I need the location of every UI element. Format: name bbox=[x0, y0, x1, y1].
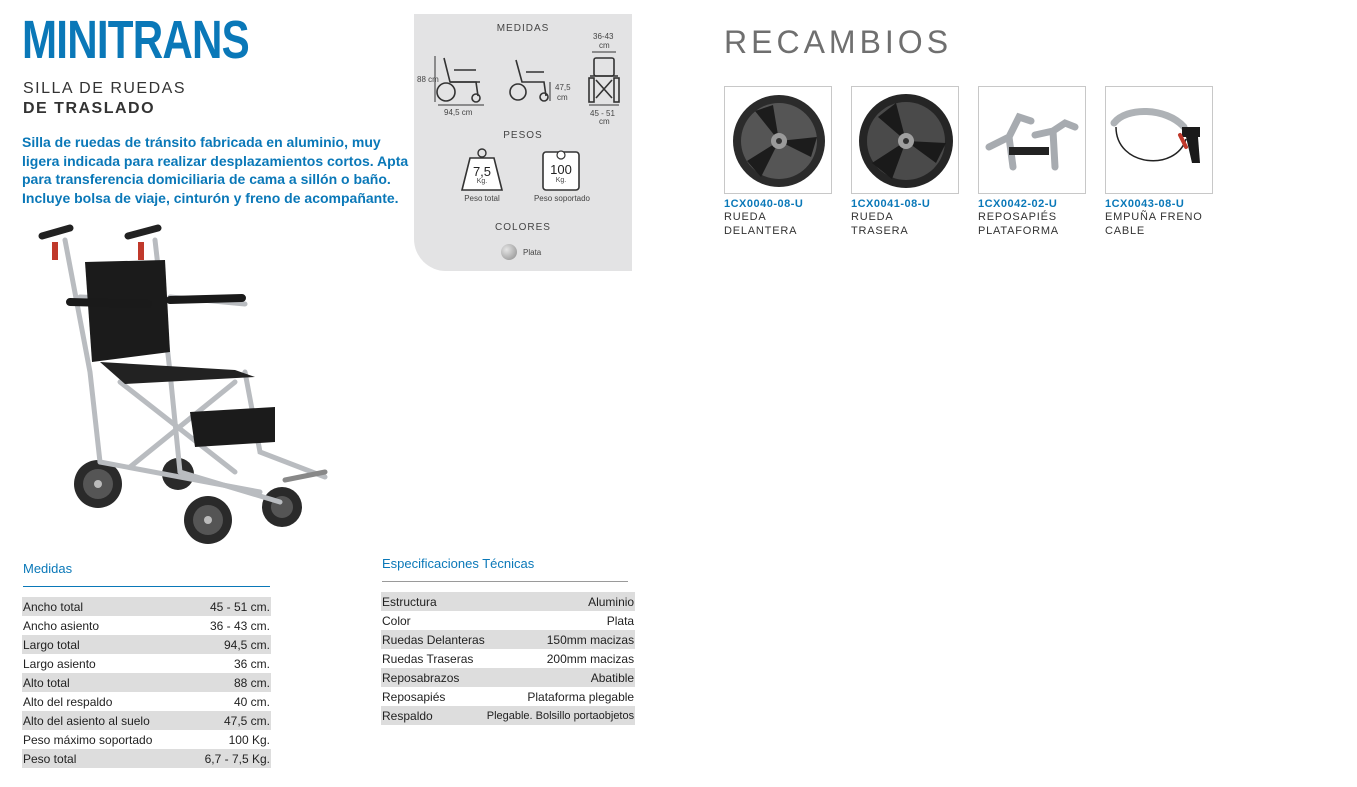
product-title: MINITRANS bbox=[22, 10, 249, 70]
row-label: Alto del asiento al suelo bbox=[22, 711, 187, 730]
row-value: 45 - 51 cm. bbox=[187, 597, 271, 616]
row-label: Largo asiento bbox=[23, 656, 96, 671]
row-value: 47,5 cm. bbox=[187, 711, 271, 730]
total-width-unit: cm bbox=[599, 117, 610, 126]
row-value: Plata bbox=[606, 613, 635, 628]
table-row bbox=[22, 711, 271, 730]
row-value: Plataforma plegable bbox=[527, 689, 635, 704]
row-value: 36 cm. bbox=[233, 656, 270, 671]
seat-width-value: 36-43 bbox=[593, 32, 614, 41]
seat-width-unit: cm bbox=[599, 41, 610, 50]
weight-total-unit: Kg. bbox=[476, 178, 488, 185]
color-name: Plata bbox=[523, 248, 542, 257]
table-row bbox=[22, 597, 271, 616]
table-row bbox=[381, 706, 635, 725]
table-row bbox=[381, 649, 635, 668]
total-width-value: 45 - 51 bbox=[590, 109, 615, 118]
wheelchair-seat-height-icon bbox=[506, 54, 554, 104]
weight-total-caption: Peso total bbox=[464, 194, 500, 203]
row-label: Estructura bbox=[381, 592, 486, 611]
part-code: 1CX0041-08-U bbox=[851, 198, 931, 210]
table-row bbox=[22, 692, 271, 711]
colores-heading: COLORES bbox=[495, 222, 551, 233]
medidas-table bbox=[22, 597, 271, 768]
part-name: RUEDA bbox=[851, 211, 894, 223]
row-label: Color bbox=[382, 613, 411, 628]
height-dimension-label: 88 cm bbox=[417, 75, 439, 84]
product-subtitle-bold: DE TRASLADO bbox=[23, 100, 156, 117]
product-description: Silla de ruedas de tránsito fabricada en aluminio, muy ligera indicada para realizar desplazamientos cortos. Apta para transferencia domiciliaria de cama a sillón o baño. Incluye bolsa de viaje, cinturón y freno de acompañante. bbox=[22, 134, 409, 206]
row-label: Reposabrazos bbox=[381, 668, 486, 687]
row-label: Ancho total bbox=[22, 597, 187, 616]
table-row bbox=[22, 654, 271, 673]
medidas-table-divider bbox=[23, 586, 270, 587]
table-row bbox=[22, 635, 271, 654]
table-row bbox=[381, 592, 635, 611]
part-item bbox=[851, 86, 961, 238]
part-item bbox=[978, 86, 1088, 238]
seat-height-unit: cm bbox=[557, 93, 568, 102]
seat-height-value: 47,5 bbox=[555, 83, 571, 92]
row-label: Ancho asiento bbox=[23, 618, 100, 633]
row-value: Abatible bbox=[486, 668, 635, 687]
row-value: 36 - 43 cm. bbox=[209, 618, 270, 633]
medidas-table-title: Medidas bbox=[23, 561, 73, 576]
row-label: Alto del respaldo bbox=[23, 694, 113, 709]
row-label: Respaldo bbox=[381, 706, 486, 725]
row-label: Peso total bbox=[22, 749, 187, 768]
row-value: 200mm macizas bbox=[546, 651, 635, 666]
row-label: Largo total bbox=[22, 635, 187, 654]
row-value: Aluminio bbox=[486, 592, 635, 611]
length-dimension-label: 94,5 cm bbox=[444, 108, 473, 117]
pesos-heading: PESOS bbox=[503, 130, 543, 141]
brake-handle-thumbnail bbox=[1105, 86, 1213, 194]
table-row bbox=[381, 687, 635, 706]
part-name: DELANTERA bbox=[724, 225, 798, 237]
row-label: Ruedas Delanteras bbox=[381, 630, 486, 649]
table-row bbox=[381, 630, 635, 649]
specs-table bbox=[381, 592, 635, 725]
medidas-heading: MEDIDAS bbox=[496, 23, 550, 34]
weight-capacity-caption: Peso soportado bbox=[533, 194, 591, 203]
row-value: 88 cm. bbox=[187, 673, 271, 692]
product-subtitle: SILLA DE RUEDAS bbox=[23, 80, 186, 97]
part-name: EMPUÑA FRENO bbox=[1105, 211, 1203, 223]
recambios-heading: RECAMBIOS bbox=[724, 24, 953, 60]
wheelchair-side-dimensions-icon bbox=[432, 52, 488, 108]
rear-wheel-thumbnail bbox=[851, 86, 959, 194]
row-label: Reposapiés bbox=[382, 689, 446, 704]
part-code: 1CX0043-08-U bbox=[1105, 198, 1185, 210]
part-name: REPOSAPIÉS bbox=[978, 211, 1057, 223]
row-value: 100 Kg. bbox=[228, 732, 270, 747]
front-wheel-thumbnail bbox=[724, 86, 832, 194]
part-item bbox=[724, 86, 834, 238]
row-value: Plegable. Bolsillo portaobjetos bbox=[486, 706, 635, 725]
row-value: 94,5 cm. bbox=[187, 635, 271, 654]
footrest-thumbnail bbox=[978, 86, 1086, 194]
features-info-box bbox=[414, 14, 632, 271]
weight-capacity-unit: Kg. bbox=[555, 177, 567, 184]
color-swatch-plata bbox=[501, 244, 517, 260]
part-name: TRASERA bbox=[851, 225, 909, 237]
row-value: 40 cm. bbox=[233, 694, 270, 709]
wheelchair-front-view-icon bbox=[586, 50, 622, 106]
table-row bbox=[22, 616, 271, 635]
part-name: RUEDA bbox=[724, 211, 767, 223]
row-label: Alto total bbox=[22, 673, 187, 692]
row-value: 6,7 - 7,5 Kg. bbox=[187, 749, 271, 768]
part-code: 1CX0040-08-U bbox=[724, 198, 804, 210]
weight-capacity-value: 100 bbox=[550, 162, 572, 177]
row-label: Ruedas Traseras bbox=[382, 651, 474, 666]
row-label: Peso máximo soportado bbox=[23, 732, 153, 747]
table-row bbox=[381, 668, 635, 687]
wheelchair-product-image bbox=[30, 222, 340, 552]
table-row bbox=[22, 730, 271, 749]
specs-table-title: Especificaciones Técnicas bbox=[382, 556, 535, 571]
row-value: 150mm macizas bbox=[486, 630, 635, 649]
table-row bbox=[22, 749, 271, 768]
part-name: CABLE bbox=[1105, 225, 1146, 237]
part-name: PLATAFORMA bbox=[978, 225, 1059, 237]
table-row bbox=[22, 673, 271, 692]
table-row bbox=[381, 611, 635, 630]
specs-table-divider bbox=[382, 581, 628, 582]
weight-total-value: 7,5 bbox=[472, 164, 492, 179]
part-item bbox=[1105, 86, 1215, 238]
part-code: 1CX0042-02-U bbox=[978, 198, 1058, 210]
